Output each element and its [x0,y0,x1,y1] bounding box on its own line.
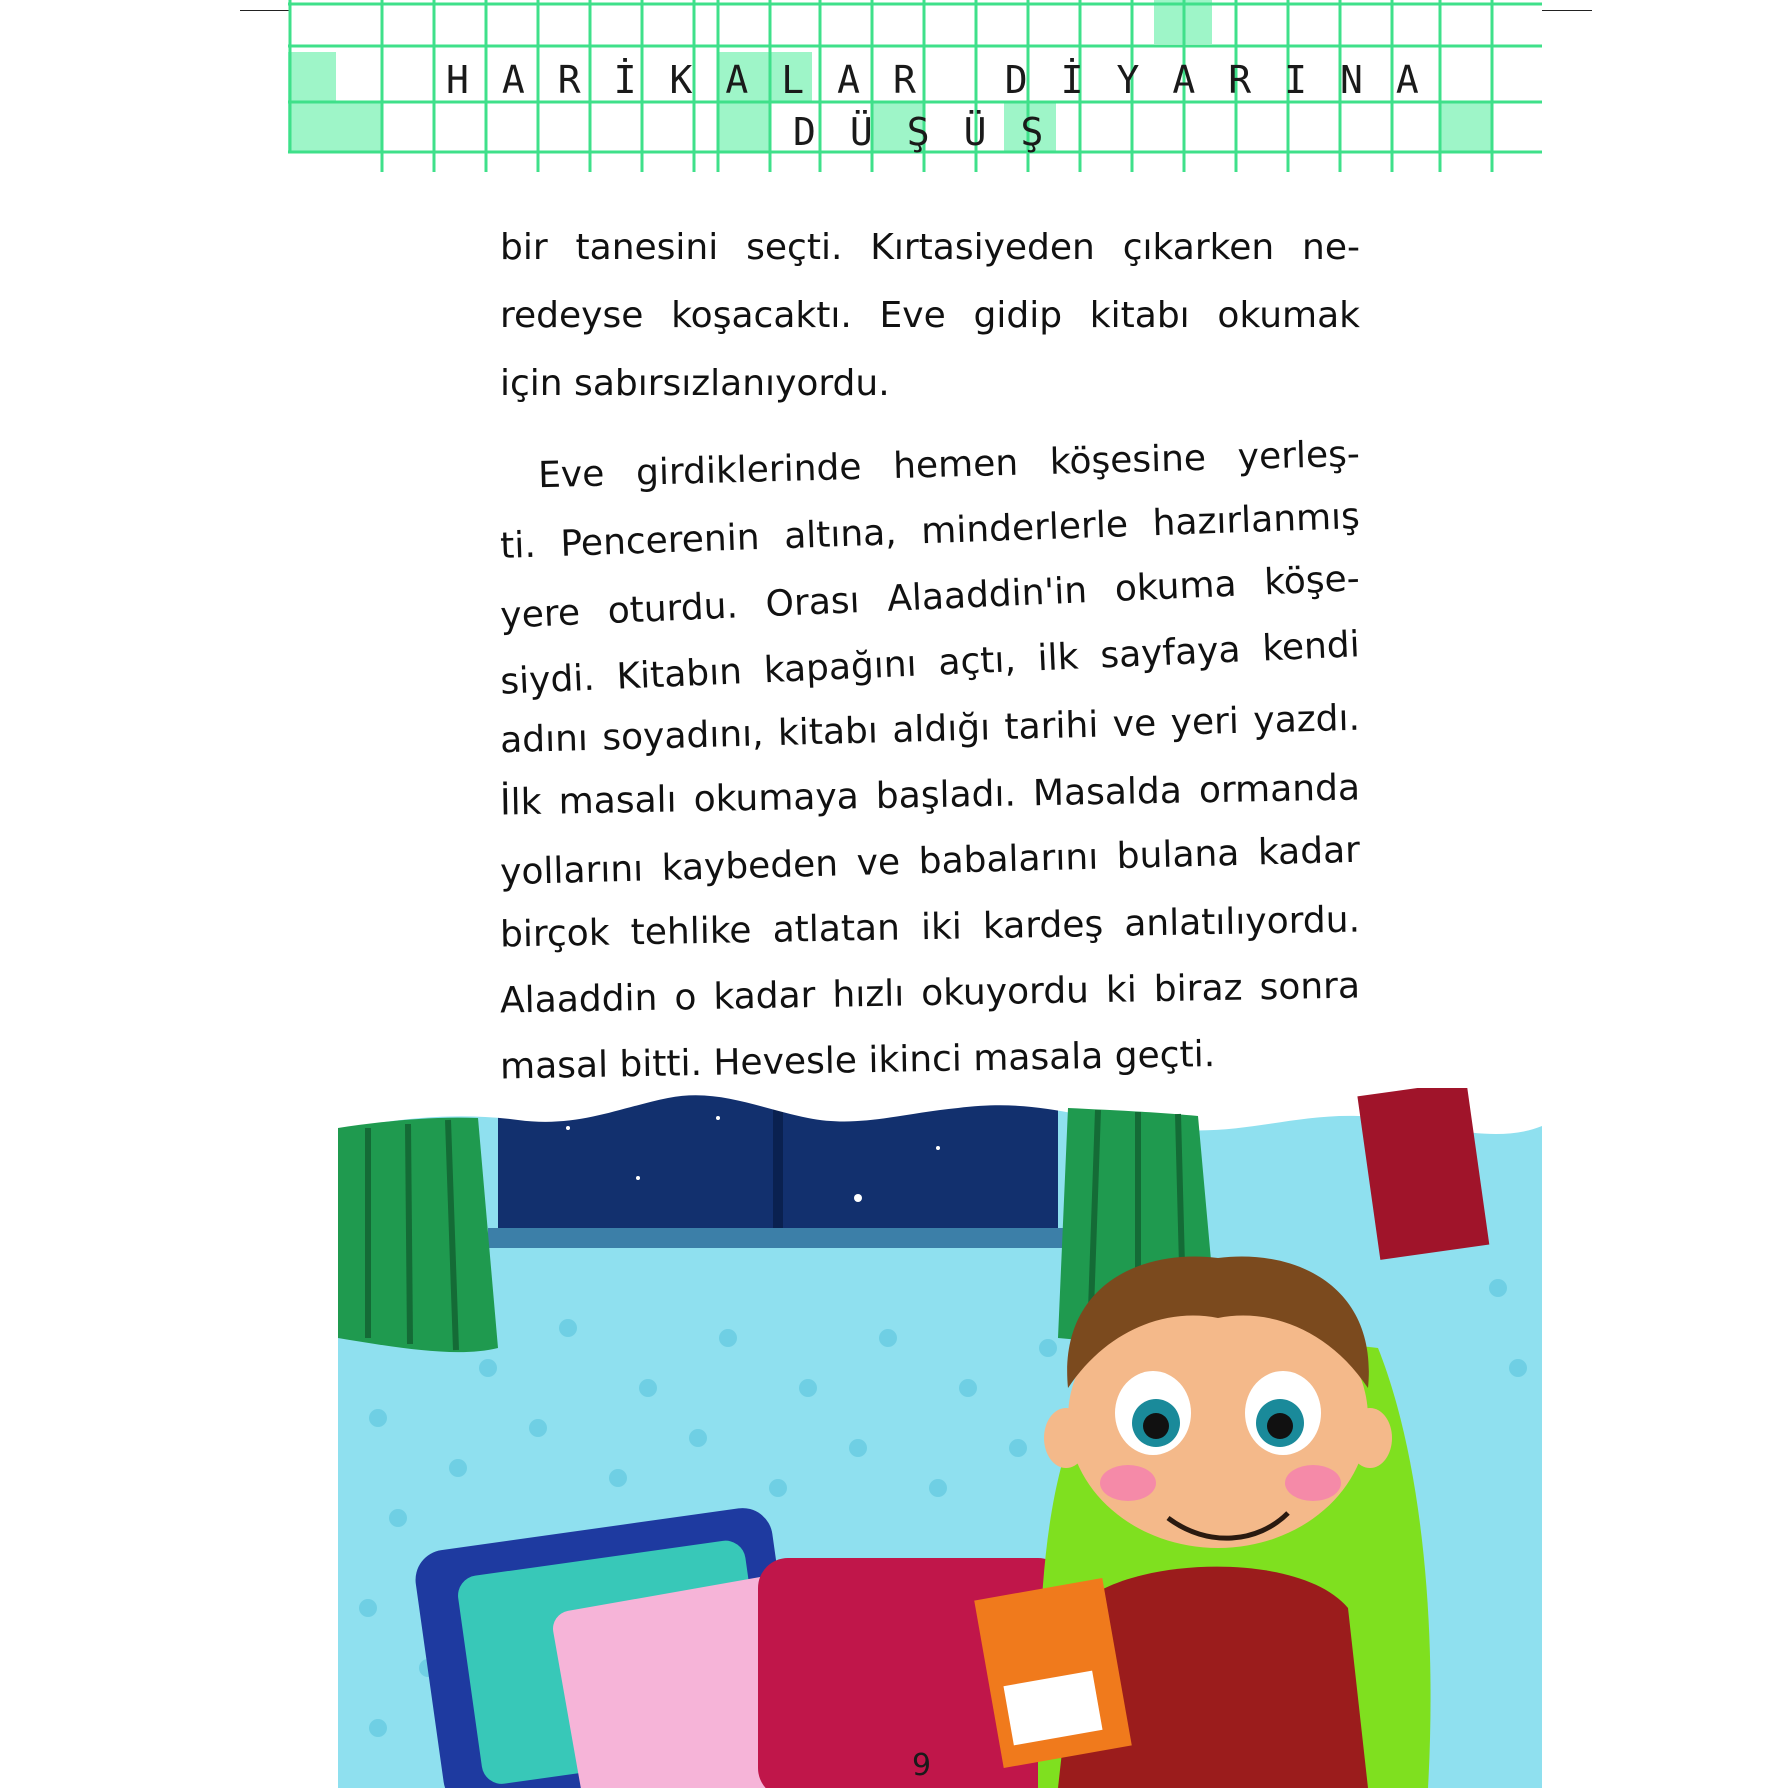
text-line: ti. Pencerenin altına, minderlerle hazırlanmış [499,496,1361,567]
text-line: İlk masalı okumaya başladı. Masalda ormanda [499,767,1361,824]
crop-mark-left [240,10,290,11]
paragraph-1 [500,214,1360,418]
text-line: birçok tehlike atlatan iki kardeş anlatılıyordu. [499,899,1361,956]
text-line: masal bitti. Hevesle ikinci masala geçti. [499,1034,1216,1088]
text-line: Alaaddin o kadar hızlı okuyordu ki biraz sonra [499,965,1361,1022]
paragraph-2 [500,432,1360,1092]
text-line: adını soyadını, kitabı aldığı tarihi ve yeri yazdı. [499,697,1361,762]
text-line: siydi. Kitabın kapağını açtı, ilk sayfaya kendi [499,624,1361,703]
chapter-title-line2: DÜŞÜŞ [793,110,1078,154]
text-line: redeyse koşacaktı. Eve gidip kitabı okumak [500,295,1360,336]
text-line: Eve girdiklerinde hemen köşesine yerleş- [537,433,1361,497]
chapter-header [288,0,1542,172]
chapter-title-line1: HARİKALAR DİYARINA [446,58,1452,102]
text-line: bir tanesini seçti. Kırtasiyeden çıkarken ne- [500,227,1360,268]
crop-mark-right [1542,10,1592,11]
page-number: 9 [912,1748,932,1783]
text-line: için sabırsızlanıyordu. [500,363,890,404]
text-line: yere oturdu. Orası Alaaddin'in okuma köşe- [499,558,1361,637]
reading-boy-illustration [338,1088,1542,1788]
text-line: yollarını kaybeden ve babalarını bulana kadar [499,829,1361,894]
